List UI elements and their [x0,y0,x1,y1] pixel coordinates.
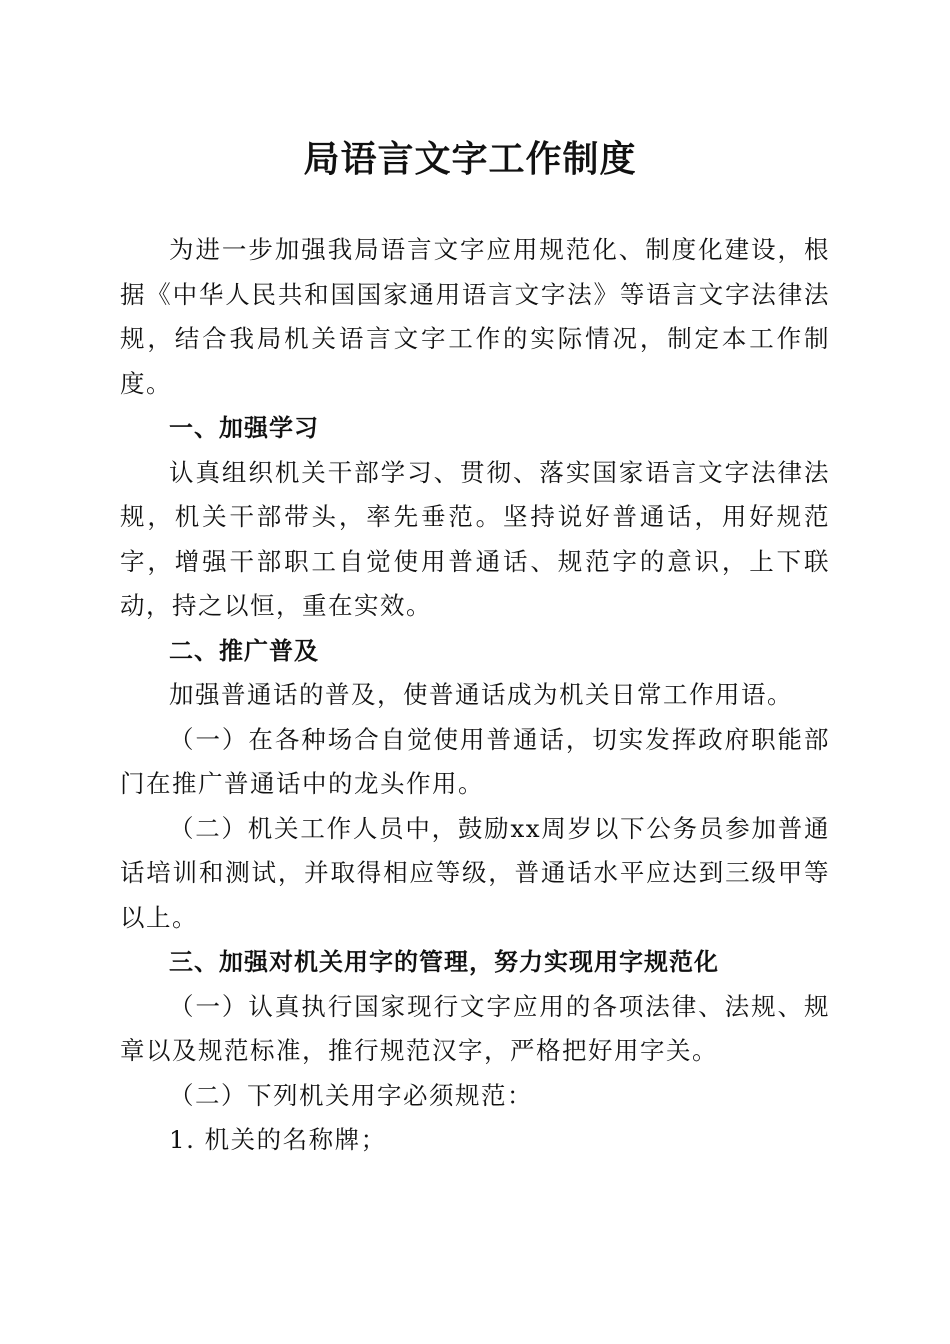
section-1-paragraph: 认真组织机关干部学习、贯彻、落实国家语言文字法律法规，机关干部带头，率先垂范。坚持说好普通话，用好规范字，增强干部职工自觉使用普通话、规范字的意识，上下联动，持之以恒，重在实效。 [120,457,830,620]
section-2-item-1: （一）在各种场合自觉使用普通话，切实发挥政府职能部门在推广普通话中的龙头作用。 [120,724,830,798]
section-2-item-2: （二）机关工作人员中，鼓励xx周岁以下公务员参加普通话培训和测试，并取得相应等级，普通话水平应达到三级甲等以上。 [120,813,830,932]
section-3-subitem-1: 1. 机关的名称牌； [169,1125,387,1154]
intro-paragraph: 为进一步加强我局语言文字应用规范化、制度化建设，根据《中华人民共和国国家通用语言文字法》等语言文字法律法规，结合我局机关语言文字工作的实际情况，制定本工作制度。 [120,235,830,398]
section-3-heading: 三、加强对机关用字的管理，努力实现用字规范化 [169,948,719,976]
document-title: 局语言文字工作制度 [303,138,637,180]
section-3-item-2: （二）下列机关用字必须规范： [169,1080,533,1110]
document-body [120,228,830,1163]
section-2-heading: 二、推广普及 [169,636,319,665]
section-3-item-1: （一）认真执行国家现行文字应用的各项法律、法规、规章以及规范标准，推行规范汉字，严格把好用字关。 [120,991,830,1065]
section-1-heading: 一、加强学习 [169,414,319,442]
section-2-paragraph: 加强普通话的普及，使普通话成为机关日常工作用语。 [169,680,793,709]
